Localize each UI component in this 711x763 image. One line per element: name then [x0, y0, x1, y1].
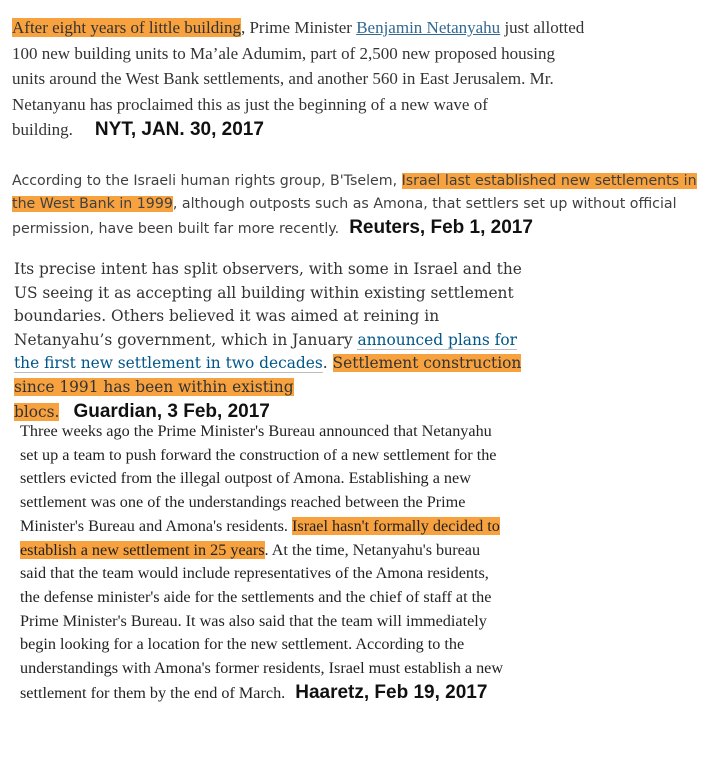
nyt-text-1: , Prime Minister: [240, 18, 357, 37]
nyt-excerpt: [12, 15, 592, 143]
haaretz-source-label: Haaretz, Feb 19, 2017: [295, 681, 488, 703]
guardian-text-2: .: [322, 354, 333, 373]
settlement-plans-link[interactable]: announced plans for the first new settlement in two decades: [14, 330, 517, 373]
reuters-source-label: Reuters, Feb 1, 2017: [349, 217, 533, 238]
guardian-source-label: Guardian, 3 Feb, 2017: [73, 400, 270, 422]
guardian-highlight: Settlement construction since 1991 has been within existing blocs.: [14, 354, 522, 421]
reuters-excerpt: [12, 170, 702, 241]
reuters-text-2: , although outposts such as Amona, that settlers set up without official permission, have been built far more recently.: [12, 196, 677, 237]
nyt-text-2: just allotted 100 new building units to Ma’ale Adumim, part of 2,500 new proposed housing units around the West Bank settlements, and another 560 in East Jerusalem. Mr. Netanyanu has proclaimed this as just the beginning of a new wave of building.: [12, 18, 585, 139]
haaretz-excerpt: [20, 420, 505, 705]
haaretz-text-1: Three weeks ago the Prime Minister's Bureau announced that Netanyahu set up a team to push forward the construction of a new settlement for the settlers evicted from the illegal outpost of Amona. Establishing a new settlement was one of the understandings reached between the Prime Minister's Bureau and Amona's residents.: [20, 422, 497, 535]
reuters-text-1: According to the Israeli human rights group, B'Tselem,: [12, 173, 402, 189]
guardian-excerpt: [14, 258, 534, 424]
nyt-highlight: After eight years of little building: [12, 18, 241, 37]
reuters-highlight: Israel last established new settlements in the West Bank in 1999: [12, 173, 697, 212]
haaretz-highlight: Israel hasn't formally decided to establish a new settlement in 25 years: [20, 516, 500, 559]
guardian-text-1: Its precise intent has split observers, with some in Israel and the US seeing it as accepting all building within existing settlement boundaries. Others believed it was aimed at reining in Netanyahu’s government, which in January: [14, 260, 522, 349]
netanyahu-link[interactable]: Benjamin Netanyahu: [356, 18, 501, 37]
haaretz-text-2: . At the time, Netanyahu's bureau said that the team would include representatives of the Amona residents, the defense minister's aide for the settlements and the chief of staff at the Prime Minister's Bureau. It was also said that the team will immediately begin looking for a location for the new settlement. According to the understandings with Amona's former residents, Israel must establish a new settlement for them by the end of March.: [20, 540, 504, 702]
nyt-source-label: NYT, JAN. 30, 2017: [94, 119, 264, 140]
